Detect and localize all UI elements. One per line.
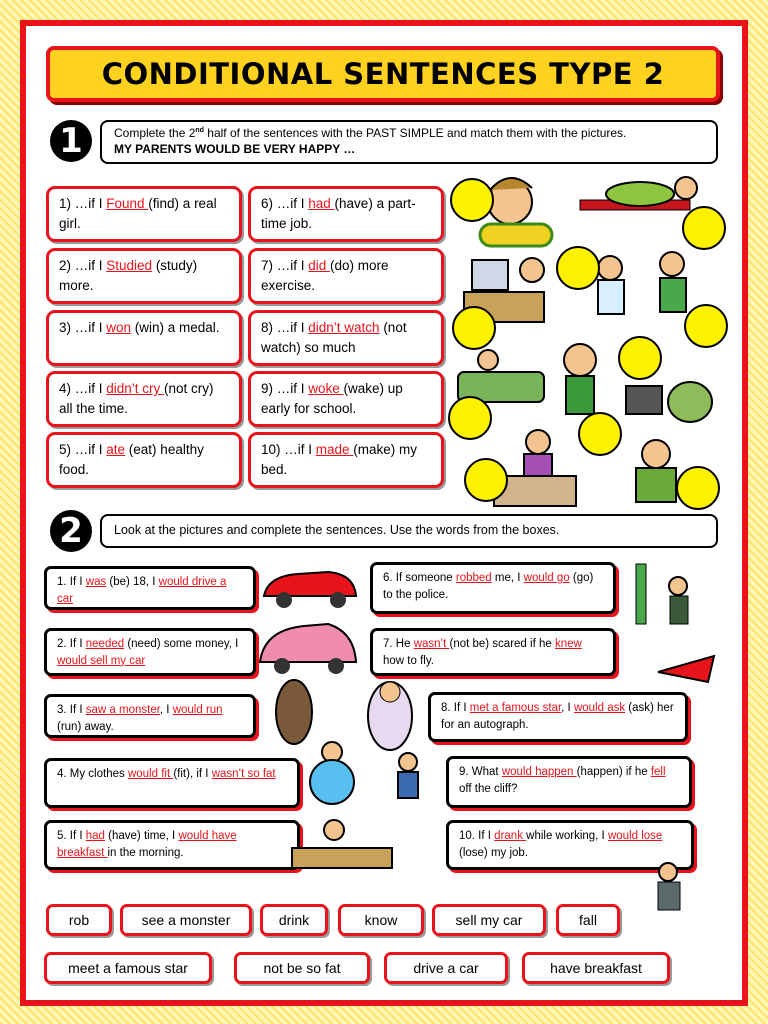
- monster-picture: [276, 680, 312, 744]
- answer-text: had: [308, 196, 335, 211]
- sentence-box-3: [46, 310, 242, 366]
- answer-text: drank: [494, 830, 527, 842]
- answer-text: would drive a car: [57, 576, 227, 605]
- car-picture: [264, 572, 356, 608]
- pink-car-picture: [260, 624, 356, 674]
- sentence-end: (not watch) so much: [261, 320, 407, 355]
- instruction-line: Complete the 2nd half of the sentences with the PAST SIMPLE and match them with the pictures.: [114, 126, 627, 140]
- answer-text: Studied: [106, 258, 153, 273]
- title-text: CONDITIONAL SENTENCES TYPE 2: [101, 57, 665, 91]
- sentence-text: (run) away.: [57, 720, 114, 733]
- sentence-end: (have) a part-time job.: [261, 196, 416, 231]
- answer-text: would go: [523, 572, 570, 584]
- answer-text: won: [106, 320, 132, 335]
- answer-circle[interactable]: [682, 206, 726, 250]
- exercise-1-instruction: [100, 120, 718, 164]
- answer-text: robbed: [455, 572, 492, 584]
- word-box: know: [338, 904, 424, 936]
- sentence-text: 4. My clothes: [57, 768, 128, 780]
- answer-text: saw a monster: [85, 704, 160, 716]
- sentence-text: , I: [561, 702, 574, 714]
- sentence-text: (need) some money, I: [124, 638, 239, 650]
- tv-picture: [626, 382, 712, 422]
- falling-boy-picture: [398, 753, 418, 798]
- sentence-end: (make) my bed.: [261, 442, 418, 477]
- answer-circle[interactable]: [618, 336, 662, 380]
- sentence-box-6: [248, 186, 444, 242]
- sentence-start: 10) …if I: [261, 442, 316, 457]
- crying-boy-picture: [564, 344, 596, 414]
- answer-text: would run: [172, 704, 223, 716]
- answer-circle[interactable]: [448, 396, 492, 440]
- sentence-text: (ask) her for an autograph.: [441, 702, 674, 731]
- sentence-text: (be) 18, I: [106, 576, 159, 588]
- answer-text: Found: [106, 196, 149, 211]
- sentence-text: how to fly.: [383, 654, 434, 667]
- word-box: meet a famous star: [44, 952, 212, 984]
- sentence-box-7: [248, 248, 444, 304]
- sentence-start: 3) …if I: [59, 320, 107, 335]
- instruction-subheading: MY PARENTS WOULD BE VERY HAPPY …: [114, 141, 356, 156]
- sentence-box-4: [46, 371, 242, 427]
- sentence-text: 5. If I: [57, 830, 86, 842]
- sentence-text: 9. What: [459, 766, 502, 778]
- sentence-text: (lose) my job.: [459, 846, 529, 859]
- answer-circle[interactable]: [556, 246, 600, 290]
- sentence-start: 7) …if I: [261, 258, 309, 273]
- answer-circle[interactable]: [452, 306, 496, 350]
- sentence-text: 8. If I: [441, 702, 470, 714]
- answer-text: ate: [106, 442, 126, 457]
- answer-circle[interactable]: [450, 178, 494, 222]
- exercise-2-sentence-3: [44, 694, 256, 738]
- sentence-text: , I: [159, 704, 173, 716]
- exercise-2-sentence-2: [44, 628, 256, 676]
- waking-kid-picture: [636, 440, 676, 502]
- relaxing-man-picture: [580, 177, 697, 210]
- word-box: not be so fat: [234, 952, 370, 984]
- answer-text: woke: [308, 381, 344, 396]
- answer-text: would fit: [127, 768, 174, 780]
- answer-text: made: [315, 442, 354, 457]
- girl-at-desk-picture: [494, 430, 576, 506]
- sentence-text: off the cliff?: [459, 782, 518, 795]
- answer-circle[interactable]: [684, 304, 728, 348]
- sentence-text: 7. He: [383, 638, 414, 650]
- word-box: sell my car: [432, 904, 546, 936]
- answer-text: had: [85, 830, 105, 842]
- answer-text: didn’t cry: [106, 381, 165, 396]
- sentence-box-5: [46, 432, 242, 488]
- sentence-box-9: [248, 371, 444, 427]
- exercise-2-sentence-1: [44, 566, 256, 610]
- exercise-2-number: 2: [50, 510, 92, 552]
- sentence-start: 6) …if I: [261, 196, 309, 211]
- sentence-text: (have) time, I: [104, 830, 179, 842]
- sentence-end: (find) a real girl.: [59, 196, 217, 231]
- breakfast-picture: [292, 820, 392, 868]
- answer-text: fell: [650, 766, 666, 778]
- word-box: rob: [46, 904, 112, 936]
- sentence-box-10: [248, 432, 444, 488]
- word-box: drink: [260, 904, 328, 936]
- sentence-end: (win) a medal.: [131, 320, 220, 335]
- answer-text: met a famous star: [469, 702, 562, 714]
- sentence-box-2: [46, 248, 242, 304]
- word-box: drive a car: [384, 952, 508, 984]
- kids-picture: [598, 252, 686, 314]
- word-box: have breakfast: [522, 952, 670, 984]
- sentence-text: (fit), if I: [173, 768, 212, 780]
- sentence-start: 2) …if I: [59, 258, 107, 273]
- sentence-text: 3. If I: [57, 704, 86, 716]
- answer-text: would sell my car: [57, 654, 146, 667]
- word-box: fall: [556, 904, 620, 936]
- sentence-start: 8) …if I: [261, 320, 309, 335]
- sentence-text: (go) to the police.: [383, 572, 594, 601]
- answer-text: wasn’t: [413, 638, 450, 650]
- exercise-2-illustrations: [258, 552, 728, 932]
- exercise-1-number: 1: [50, 120, 92, 162]
- answer-text: did: [308, 258, 331, 273]
- fat-boy-picture: [310, 742, 354, 804]
- sentence-end: (wake) up early for school.: [261, 381, 403, 416]
- answer-text: wasn’t so fat: [211, 768, 276, 780]
- answer-circle[interactable]: [676, 466, 720, 510]
- sentence-start: 5) …if I: [59, 442, 107, 457]
- sentence-text: (not be) scared if he: [449, 638, 555, 650]
- sentence-text: (happen) if he: [576, 766, 651, 778]
- sentence-text: 6. If someone: [383, 572, 456, 584]
- answer-text: needed: [85, 638, 125, 650]
- answer-text: would have breakfast: [57, 830, 237, 859]
- word-box: see a monster: [120, 904, 252, 936]
- sentence-text: me, I: [491, 572, 524, 584]
- answer-circle[interactable]: [464, 458, 508, 502]
- answer-text: would ask: [573, 702, 626, 714]
- sentence-text: 2. If I: [57, 638, 86, 650]
- sentence-start: 4) …if I: [59, 381, 107, 396]
- sentence-end: (study) more.: [59, 258, 198, 293]
- sentence-text: 10. If I: [459, 830, 495, 842]
- sentence-text: in the morning.: [107, 846, 184, 859]
- answer-text: knew: [554, 638, 582, 650]
- sentence-end: (eat) healthy food.: [59, 442, 204, 477]
- sentence-end: (not cry) all the time.: [59, 381, 214, 416]
- sentence-box-8: [248, 310, 444, 366]
- robbery-picture: [636, 564, 688, 624]
- answer-text: would happen: [501, 766, 577, 778]
- exercise-2-instruction: Look at the pictures and complete the sentences. Use the words from the boxes.: [100, 514, 718, 548]
- plane-picture: [658, 656, 714, 682]
- sentence-box-1: [46, 186, 242, 242]
- worksheet-title: [46, 46, 720, 102]
- answer-text: didn’t watch: [308, 320, 380, 335]
- sentence-start: 1) …if I: [59, 196, 107, 211]
- sentence-text: 1. If I: [57, 576, 86, 588]
- famous-star-picture: [368, 682, 412, 750]
- sentence-start: 9) …if I: [261, 381, 309, 396]
- answer-text: was: [85, 576, 107, 588]
- sentence-end: (do) more exercise.: [261, 258, 389, 293]
- drinking-man-picture: [658, 863, 680, 910]
- bed-picture: [458, 350, 544, 402]
- answer-text: would lose: [607, 830, 663, 842]
- answer-circle[interactable]: [578, 412, 622, 456]
- sentence-text: while working, I: [526, 830, 608, 842]
